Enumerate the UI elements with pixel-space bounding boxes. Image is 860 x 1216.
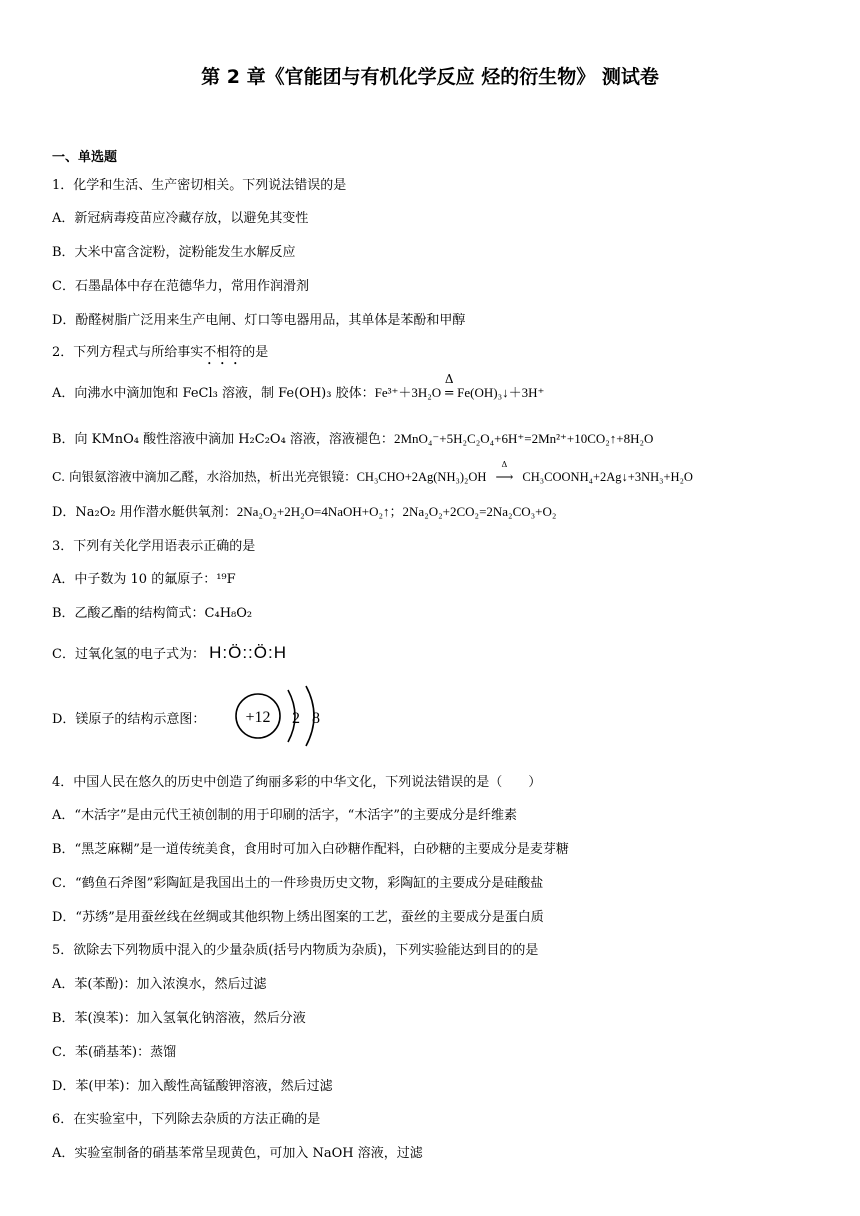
question-2-option-d	[52, 501, 556, 520]
question-3-option-b: B．乙酸乙酯的结构简式：C₄H₈O₂	[52, 606, 253, 621]
magnesium-atom-diagram	[232, 682, 332, 752]
question-6-stem: 6．在实验室中，下列除去杂质的方法正确的是	[52, 1112, 321, 1127]
question-4-option-b: B．“黑芝麻糊”是一道传统美食，食用时可加入白砂糖作配料，白砂糖的主要成分是麦芽糖	[52, 842, 569, 857]
question-2-stem-post: 的是	[242, 345, 269, 360]
question-2-option-a-rhs: Fe(OH)₃↓＋3H⁺	[457, 385, 545, 400]
question-2-option-a	[52, 372, 545, 401]
question-3-stem: 3．下列有关化学用语表示正确的是	[52, 539, 256, 554]
question-5-option-a: A．苯(苯酚)：加入浓溴水，然后过滤	[52, 977, 267, 992]
question-2-stem-emphasis: 不相符	[203, 345, 243, 360]
heat-symbol: Δ	[501, 460, 508, 469]
question-2-stem	[52, 341, 268, 368]
nucleus-charge: +12	[245, 709, 271, 726]
question-2-option-a-lhs: Fe³⁺＋3H₂O	[374, 385, 442, 400]
question-2-option-c-rhs: CH₃COONH₄+2Ag↓+3NH₃+H₂O	[522, 470, 693, 484]
question-1-option-c: C．石墨晶体中存在范德华力，常用作润滑剂	[52, 279, 309, 294]
shell-2-electrons: 8	[312, 710, 320, 727]
question-2-option-c-lhs: CH₃CHO+2Ag(NH₃)₂OH	[356, 470, 487, 484]
question-2-option-b-text: B．向 KMnO₄ 酸性溶液中滴加 H₂C₂O₄ 溶液，溶液褪色：	[52, 432, 394, 447]
question-2-option-b-equation: 2MnO₄⁻+5H₂C₂O₄+6H⁺=2Mn²⁺+10CO₂↑+8H₂O	[393, 431, 654, 446]
question-3-option-a: A．中子数为 10 的氟原子：¹⁹F	[52, 572, 236, 587]
question-2-option-d-text: D．Na₂O₂ 用作潜水艇供氧剂：	[52, 505, 237, 520]
question-4-option-c: C．“鹤鱼石斧图”彩陶缸是我国出土的一件珍贵历史文物，彩陶缸的主要成分是硅酸盐	[52, 876, 544, 891]
reaction-equals-heat: Δ =	[441, 386, 457, 401]
section-heading: 一、单选题	[52, 150, 118, 165]
question-2-option-a-text: A．向沸水中滴加饱和 FeCl₃ 溶液，制 Fe(OH)₃ 胶体：	[52, 386, 375, 401]
question-1-option-b: B．大米中富含淀粉，淀粉能发生水解反应	[52, 245, 296, 260]
question-5-option-d: D．苯(甲苯)：加入酸性高锰酸钾溶液，然后过滤	[52, 1079, 333, 1094]
question-2-option-c-text: C. 向银氨溶液中滴加乙醛，水浴加热，析出光亮银镜：	[52, 469, 357, 484]
question-4-option-a: A．“木活字”是由元代王祯创制的用于印刷的活字，“木活字”的主要成分是纤维素	[52, 808, 517, 823]
question-1-option-d: D．酚醛树脂广泛用来生产电闸、灯口等电器用品，其单体是苯酚和甲醇	[52, 313, 466, 328]
question-2-option-d-equation: 2Na₂O₂+2H₂O=4NaOH+O₂↑；2Na₂O₂+2CO₂=2Na₂CO₃+O₂	[236, 504, 557, 519]
question-2-option-c	[52, 460, 693, 485]
question-4-stem: 4．中国人民在悠久的历史中创造了绚丽多彩的中华文化，下列说法错误的是（ ）	[52, 775, 542, 790]
question-3-option-c	[52, 643, 287, 663]
page-title: 第 2 章《官能团与有机化学反应 烃的衍生物》 测试卷	[201, 66, 659, 88]
electron-formula: H:Ö::Ö:H	[209, 643, 287, 662]
question-5-option-c: C．苯(硝基苯)：蒸馏	[52, 1045, 177, 1060]
question-3-option-d: D．镁原子的结构示意图：	[52, 712, 206, 727]
question-1-stem: 1．化学和生活、生产密切相关。下列说法错误的是	[52, 178, 347, 193]
reaction-arrow-heat: Δ ⟶	[486, 469, 522, 484]
question-1-option-a: A．新冠病毒疫苗应冷藏存放，以避免其变性	[52, 211, 309, 226]
question-6-option-a: A．实验室制备的硝基苯常呈现黄色，可加入 NaOH 溶液，过滤	[52, 1146, 423, 1161]
question-5-stem: 5．欲除去下列物质中混入的少量杂质(括号内物质为杂质)，下列实验能达到目的的是	[52, 943, 539, 958]
shell-1-electrons: 2	[292, 710, 300, 727]
heat-symbol: Δ	[444, 372, 454, 386]
question-2-option-b	[52, 428, 653, 447]
question-5-option-b: B．苯(溴苯)：加入氢氧化钠溶液，然后分液	[52, 1011, 306, 1026]
question-4-option-d: D．“苏绣”是用蚕丝线在丝绸或其他织物上绣出图案的工艺，蚕丝的主要成分是蛋白质	[52, 910, 544, 925]
question-2-stem-pre: 2．下列方程式与所给事实	[52, 345, 204, 360]
question-3-option-c-text: C．过氧化氢的电子式为：	[52, 647, 205, 662]
